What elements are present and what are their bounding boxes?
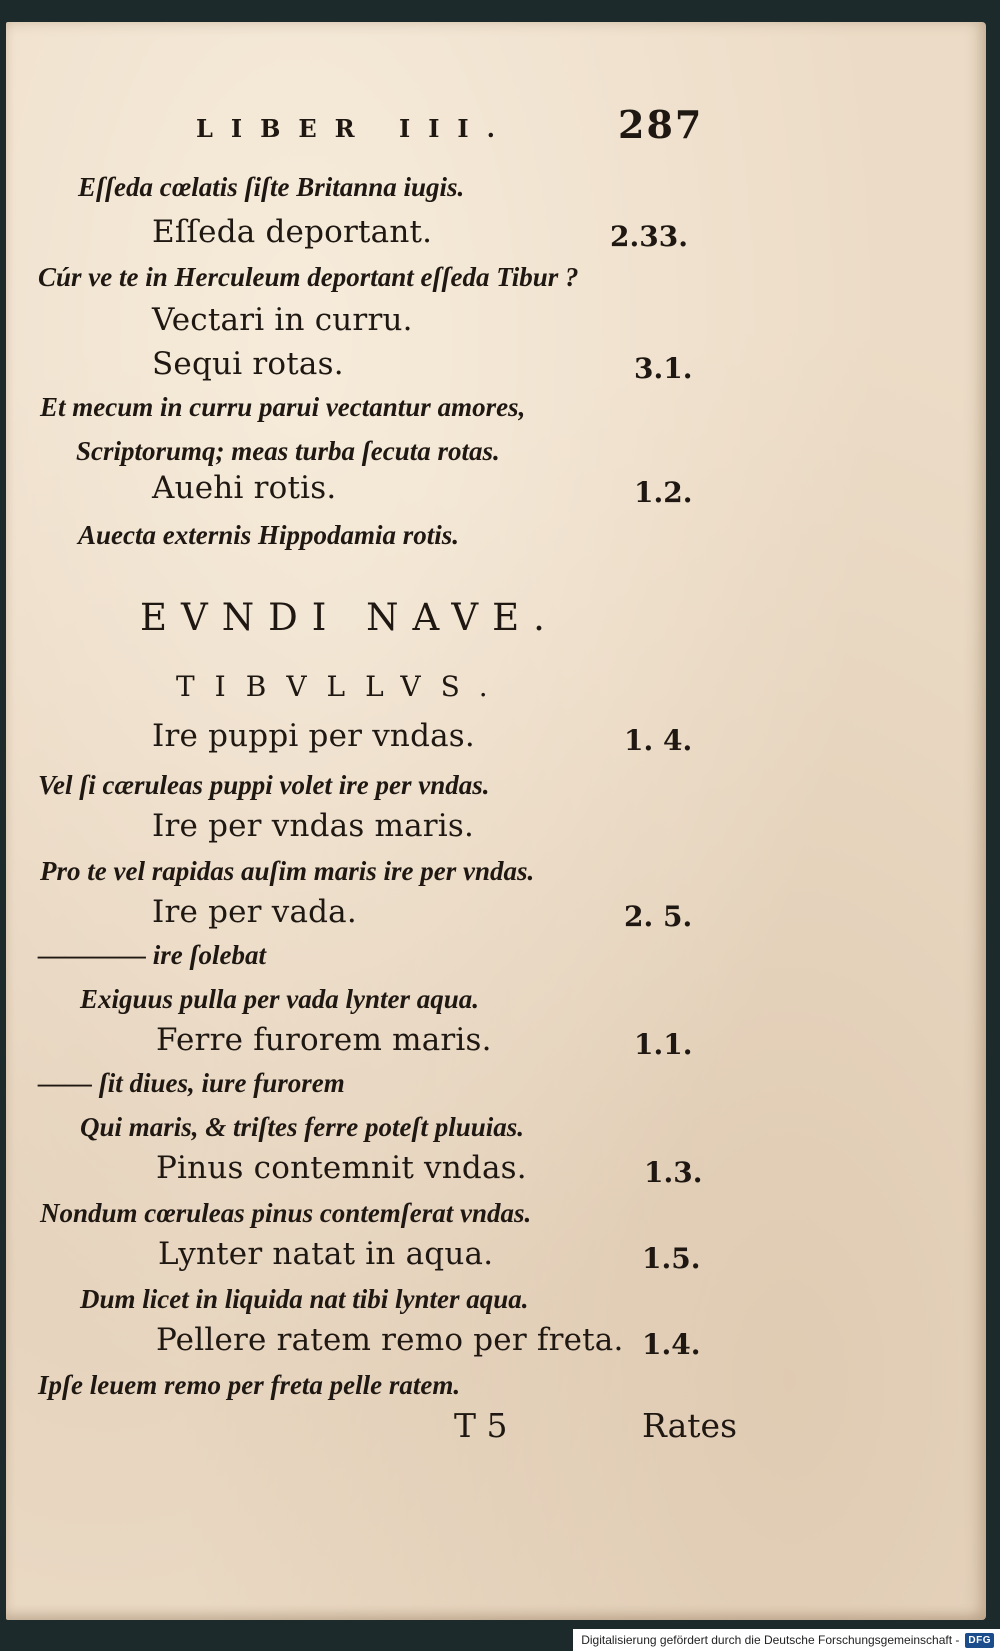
verse-reference: 2.33.: [610, 220, 688, 253]
running-title: LIBER III.: [196, 114, 514, 143]
section-heading: EVNDI NAVE.: [140, 596, 559, 639]
catchword: Rates: [642, 1406, 738, 1445]
verse-line: Vel ſi cæruleas puppi volet ire per vndas.: [38, 770, 490, 800]
verse-reference: 1.4.: [642, 1328, 701, 1361]
signature-mark: T 5: [454, 1406, 508, 1445]
verse-line: Pro te vel rapidas auſim maris ire per vndas.: [40, 856, 535, 886]
phrase-line: Eſſeda deportant.: [152, 214, 433, 250]
phrase-line: Ire per vndas maris.: [152, 808, 475, 844]
phrase-line: Ire puppi per vndas.: [152, 718, 475, 754]
verse-line: Cúr ve te in Herculeum deportant eſſeda Tibur ?: [38, 262, 579, 292]
verse-line: —— ſit diues, iure furorem: [38, 1068, 345, 1098]
verse-line: Dum licet in liquida nat tibi lynter aqua.: [80, 1284, 529, 1314]
author-heading: TIBVLLVS.: [176, 670, 508, 703]
verse-reference: 1.3.: [644, 1156, 703, 1189]
verse-line: Qui maris, & triſtes ferre poteſt pluuias.: [80, 1112, 525, 1142]
verse-reference: 1.2.: [634, 476, 693, 509]
verse-line: Ipſe leuem remo per freta pelle ratem.: [38, 1370, 461, 1400]
page-number: 287: [618, 102, 704, 147]
phrase-line: Pellere ratem remo per freta.: [156, 1322, 624, 1358]
verse-line: Et mecum in curru parui vectantur amores,: [40, 392, 526, 422]
phrase-line: Ferre furorem maris.: [156, 1022, 492, 1058]
verse-reference: 1.1.: [634, 1028, 693, 1061]
verse-line: Eſſeda cœlatis ſiſte Britanna iugis.: [78, 172, 465, 202]
phrase-line: Pinus contemnit vndas.: [156, 1150, 527, 1186]
funding-banner: [573, 1629, 1000, 1651]
verse-reference: 1.5.: [642, 1242, 701, 1275]
funding-text: Digitalisierung gefördert durch die Deutsche Forschungsgemeinschaft -: [581, 1633, 960, 1647]
verse-line: Nondum cœruleas pinus contemſerat vndas.: [40, 1198, 532, 1228]
book-page: [6, 22, 986, 1620]
verse-line: ———— ire ſolebat: [38, 940, 266, 970]
phrase-line: Ire per vada.: [152, 894, 357, 930]
phrase-line: Sequi rotas.: [152, 346, 344, 382]
verse-reference: 1. 4.: [624, 724, 693, 757]
dfg-logo-icon: DFG: [965, 1633, 994, 1648]
phrase-line: Lynter natat in aqua.: [158, 1236, 494, 1272]
phrase-line: Vectari in curru.: [152, 302, 413, 338]
phrase-line: Auehi rotis.: [152, 470, 337, 506]
verse-line: Scriptorumq; meas turba ſecuta rotas.: [76, 436, 500, 466]
verse-line: Auecta externis Hippodamia rotis.: [78, 520, 460, 550]
verse-reference: 2. 5.: [624, 900, 693, 933]
verse-reference: 3.1.: [634, 352, 693, 385]
verse-line: Exiguus pulla per vada lynter aqua.: [80, 984, 480, 1014]
